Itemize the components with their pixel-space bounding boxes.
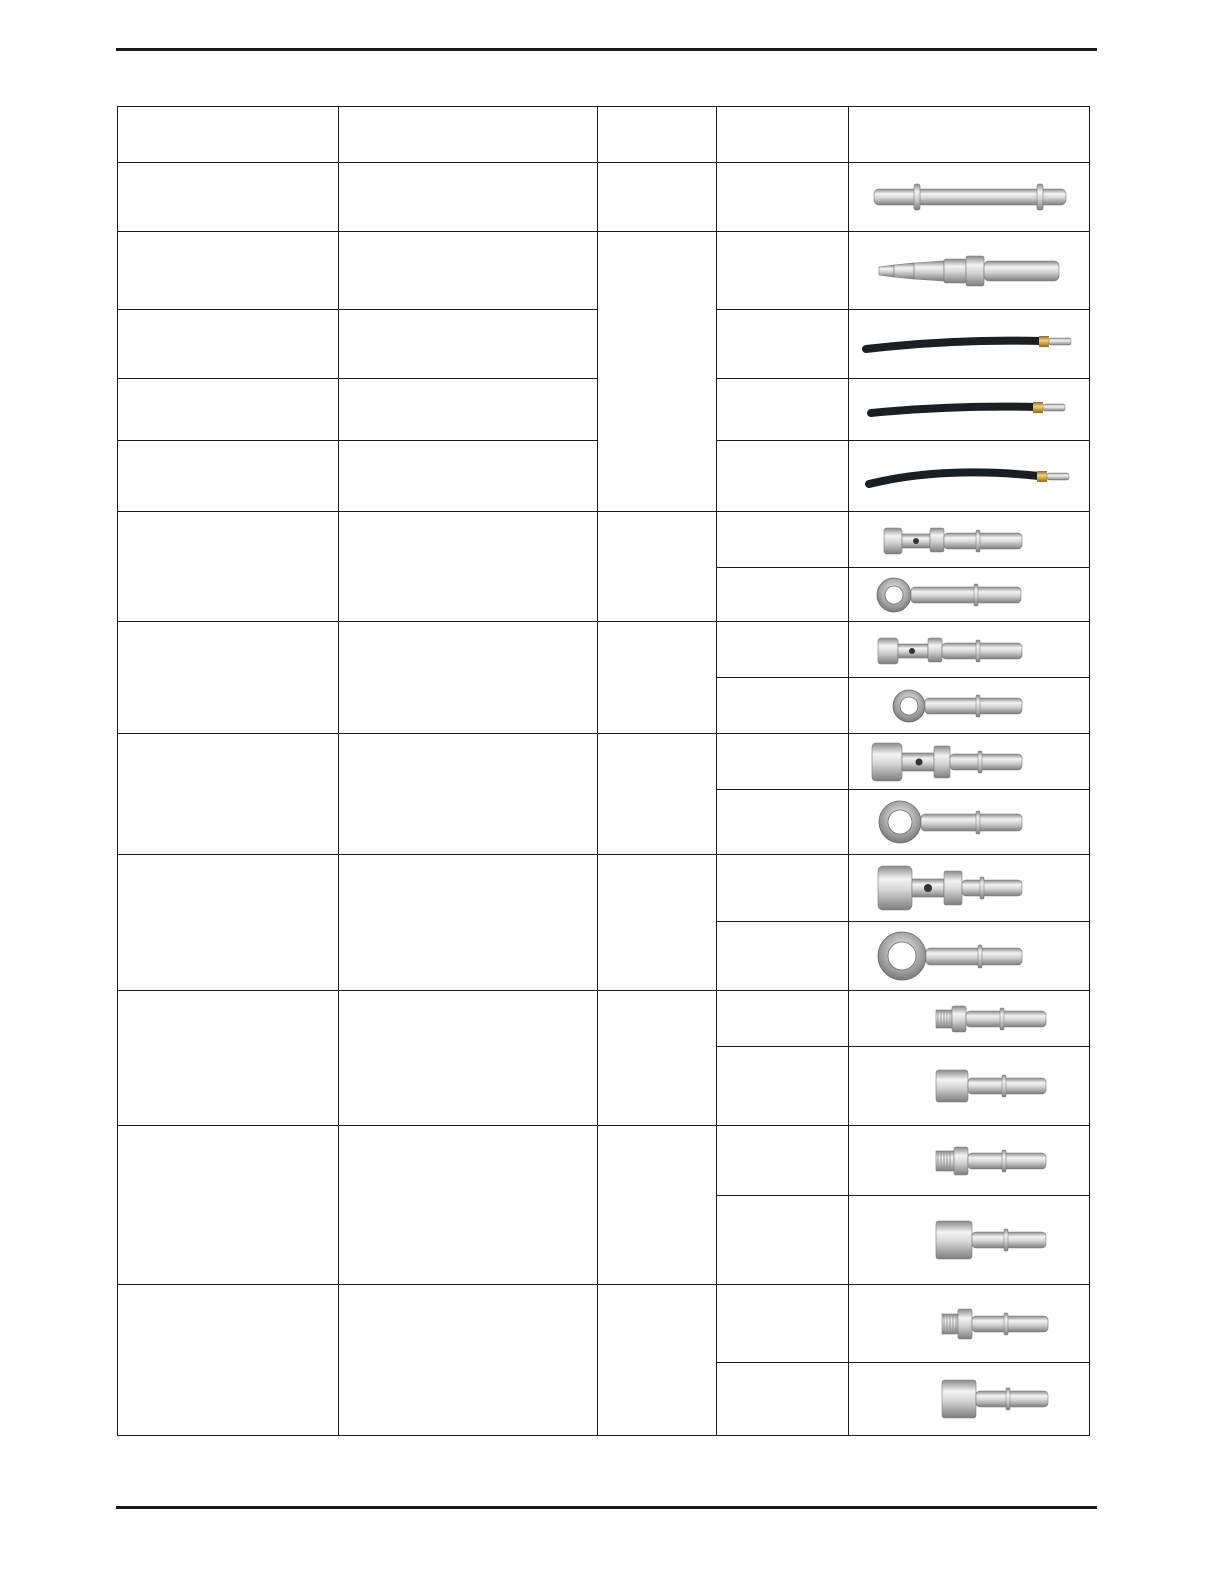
table-cell: [339, 1285, 598, 1436]
table-cell: [717, 512, 849, 568]
table-cell: [717, 991, 849, 1047]
table-cell: [717, 1196, 849, 1285]
table-cell: [598, 512, 717, 622]
image-cell: [849, 1363, 1090, 1436]
image-cell: [849, 1126, 1090, 1196]
table-cell: [598, 163, 717, 232]
male-thread-coupling-icon: [864, 1001, 1074, 1037]
image-cell: [849, 1285, 1090, 1363]
table-cell: [339, 622, 598, 734]
image-cell: [849, 310, 1090, 379]
table-row: [118, 232, 1090, 310]
table-cell: [118, 1126, 339, 1285]
table-cell: [118, 1285, 339, 1436]
table-cell: [598, 734, 717, 855]
image-cell: [849, 441, 1090, 512]
table-cell: [118, 163, 339, 232]
image-cell: [849, 232, 1090, 310]
table-cell: [339, 512, 598, 622]
footer-rule: [116, 1506, 1097, 1509]
table-header-row: [118, 107, 1090, 163]
hose-barb-adapter-icon: [874, 253, 1064, 289]
header-rule: [116, 48, 1097, 51]
table-row: [118, 1285, 1090, 1363]
table-row: [118, 622, 1090, 678]
table-cell: [118, 512, 339, 622]
table-cell: [717, 734, 849, 790]
table-cell: [118, 734, 339, 855]
table-cell: [717, 1363, 849, 1436]
table-row: [118, 991, 1090, 1047]
ring-eye-coupling-icon: [864, 575, 1074, 615]
table-cell: [118, 379, 339, 441]
black-hose-brass-fitting-icon: [863, 460, 1075, 492]
hex-nut-coupling-icon: [864, 1377, 1074, 1421]
table-cell: [339, 855, 598, 991]
table-cell: [717, 232, 849, 310]
table-cell: [717, 922, 849, 991]
image-cell: [849, 622, 1090, 678]
table-cell: [118, 855, 339, 991]
table-cell: [598, 855, 717, 991]
male-thread-coupling-icon: [864, 1143, 1074, 1179]
header-cell-5: [849, 107, 1090, 163]
image-cell: [849, 1047, 1090, 1126]
table-cell: [717, 1285, 849, 1363]
image-cell: [849, 678, 1090, 734]
black-hose-brass-fitting-icon: [863, 397, 1075, 423]
image-cell: [849, 734, 1090, 790]
table-cell: [598, 1285, 717, 1436]
table-cell: [339, 232, 598, 310]
table-cell: [598, 991, 717, 1126]
male-thread-coupling-icon: [864, 1304, 1074, 1344]
table-cell: [717, 379, 849, 441]
ring-eye-coupling-icon: [864, 798, 1074, 846]
table-cell: [717, 310, 849, 379]
banjo-bolt-coupling-icon: [864, 522, 1074, 558]
header-cell-2: [339, 107, 598, 163]
table-cell: [717, 622, 849, 678]
image-cell: [849, 568, 1090, 622]
image-cell: [849, 1196, 1090, 1285]
table-cell: [717, 568, 849, 622]
parts-table: [117, 106, 1090, 1436]
table-cell: [717, 441, 849, 512]
image-cell: [849, 379, 1090, 441]
black-hose-brass-fitting-icon: [863, 331, 1075, 357]
table-cell: [717, 1047, 849, 1126]
banjo-bolt-coupling-icon: [864, 863, 1074, 913]
image-cell: [849, 922, 1090, 991]
image-cell: [849, 512, 1090, 568]
table-cell: [717, 790, 849, 855]
hex-nut-coupling-icon: [864, 1218, 1074, 1262]
table-cell: [118, 991, 339, 1126]
hex-nut-coupling-icon: [864, 1066, 1074, 1106]
table-cell: [598, 1126, 717, 1285]
image-cell: [849, 855, 1090, 922]
table-cell: [339, 734, 598, 855]
table-cell: [717, 1126, 849, 1196]
table-row: [118, 512, 1090, 568]
table-row: [118, 734, 1090, 790]
table-cell: [717, 678, 849, 734]
table-cell: [717, 855, 849, 922]
table-cell: [598, 622, 717, 734]
table-cell: [598, 232, 717, 512]
table-cell: [118, 232, 339, 310]
table-cell: [339, 441, 598, 512]
table-cell: [339, 1126, 598, 1285]
ring-eye-coupling-icon: [864, 929, 1074, 983]
table-cell: [717, 163, 849, 232]
image-cell: [849, 163, 1090, 232]
table-cell: [339, 310, 598, 379]
straight-nipple-icon: [869, 182, 1069, 212]
table-cell: [339, 163, 598, 232]
table-cell: [339, 379, 598, 441]
table-cell: [118, 310, 339, 379]
ring-eye-coupling-icon: [864, 686, 1074, 726]
table-cell: [339, 991, 598, 1126]
header-cell-3: [598, 107, 717, 163]
image-cell: [849, 790, 1090, 855]
banjo-bolt-coupling-icon: [864, 739, 1074, 785]
banjo-bolt-coupling-icon: [864, 632, 1074, 668]
table-row: [118, 855, 1090, 922]
table-row: [118, 1126, 1090, 1196]
header-cell-4: [717, 107, 849, 163]
table-cell: [118, 622, 339, 734]
table-cell: [118, 441, 339, 512]
image-cell: [849, 991, 1090, 1047]
header-cell-1: [118, 107, 339, 163]
table-row: [118, 163, 1090, 232]
